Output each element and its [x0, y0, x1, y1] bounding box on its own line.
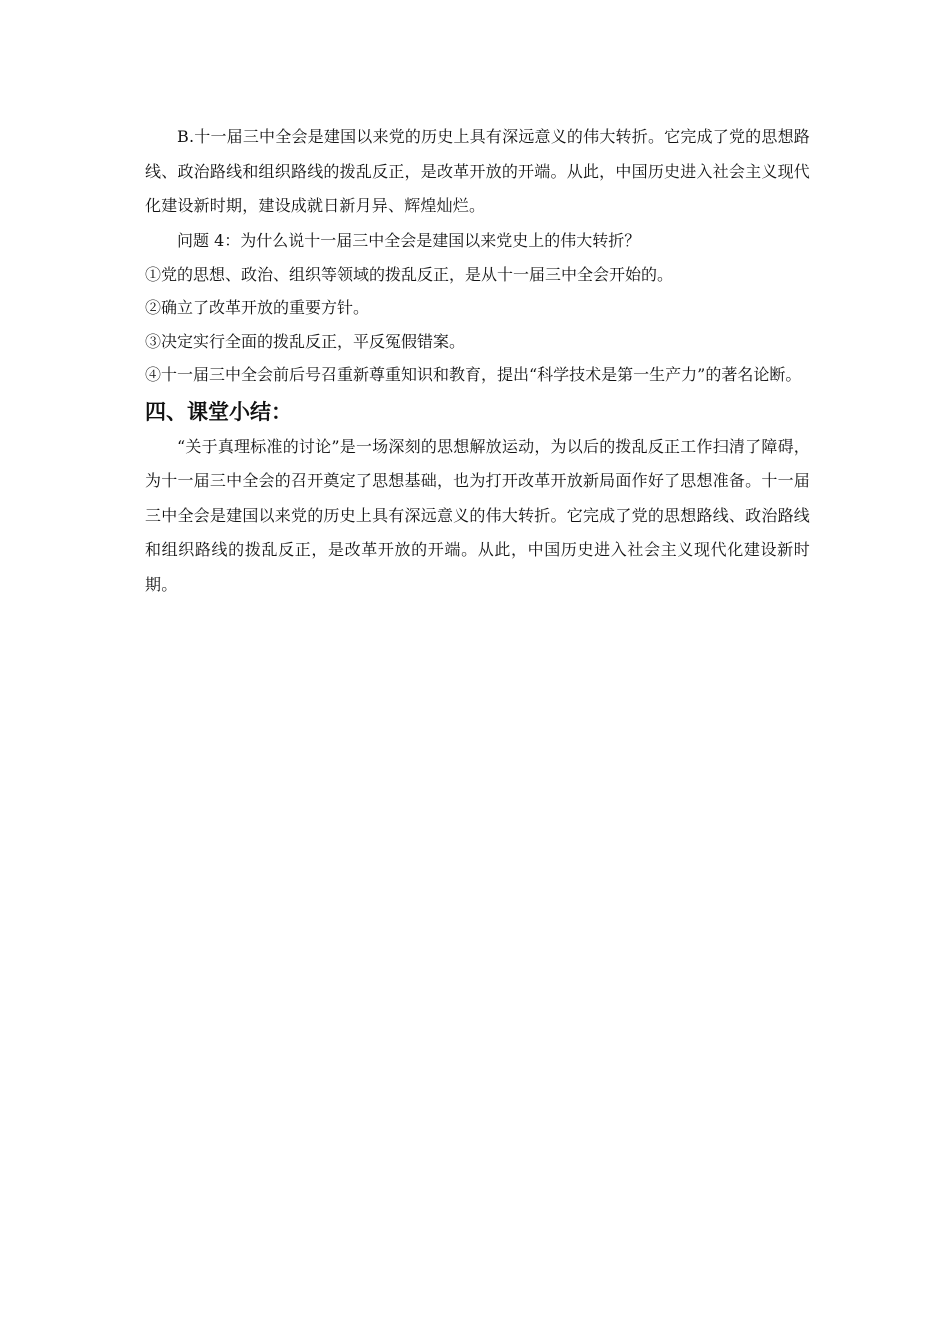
paragraph-b: B.十一届三中全会是建国以来党的历史上具有深远意义的伟大转折。它完成了党的思想路线、政治路线和组织路线的拨乱反正，是改革开放的开端。从此，中国历史进入社会主义现代化建设新时期，建设成就日新月异、辉煌灿烂。: [145, 127, 810, 215]
answer-item-4: ④十一届三中全会前后号召重新尊重知识和教育，提出“科学技术是第一生产力”的著名论断。: [145, 365, 802, 384]
summary-paragraph: “关于真理标准的讨论”是一场深刻的思想解放运动，为以后的拨乱反正工作扫清了障碍，为十一届三中全会的召开奠定了思想基础，也为打开改革开放新局面作好了思想准备。十一届三中全会是建国以来党的历史上具有深远意义的伟大转折。它完成了党的思想路线、政治路线和组织路线的拨乱反正，是改革开放的开端。从此，中国历史进入社会主义现代化建设新时期。: [145, 436, 810, 594]
question-4: 问题 4：为什么说十一届三中全会是建国以来党史上的伟大转折？: [177, 230, 641, 250]
section-title-summary: 四、课堂小结：: [145, 399, 292, 424]
answer-item-2: ②确立了改革开放的重要方针。: [145, 298, 370, 317]
document-content: [145, 120, 810, 602]
answer-item-3: ③决定实行全面的拨乱反正，平反冤假错案。: [145, 331, 466, 351]
answer-item-1: ①党的思想、政治、组织等领域的拨乱反正，是从十一届三中全会开始的。: [145, 264, 674, 284]
